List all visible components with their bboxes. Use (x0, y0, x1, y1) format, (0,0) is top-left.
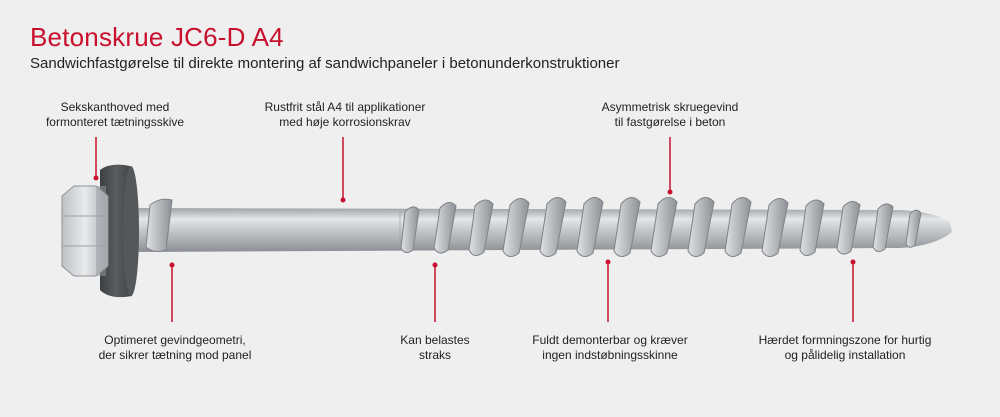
hex-head (62, 186, 108, 276)
callout-stainless-steel: Rustfrit stål A4 til applikationer med høje korrosionskrav (264, 100, 426, 129)
callout-hex-head: Sekskanthoved med formonteret tætningsskive (45, 100, 185, 129)
callout-immediate-load: Kan belastes straks (400, 333, 470, 362)
callout-asymmetric-thread: Asymmetrisk skruegevind til fastgørelse i beton (601, 100, 739, 129)
callout-thread-geometry: Optimeret gevindgeometri, der sikrer tætning mod panel (98, 333, 252, 362)
callout-removable: Fuldt demonterbar og kræver ingen indstøbningsskinne (532, 333, 688, 362)
page-subtitle: Sandwichfastgørelse til direkte montering af sandwichpaneler i betonunderkonstruktioner (30, 55, 620, 72)
page-title: Betonskrue JC6-D A4 (30, 22, 284, 52)
callout-hardened-tip: Hærdet formningszone for hurtig og pålidelig installation (758, 333, 932, 362)
